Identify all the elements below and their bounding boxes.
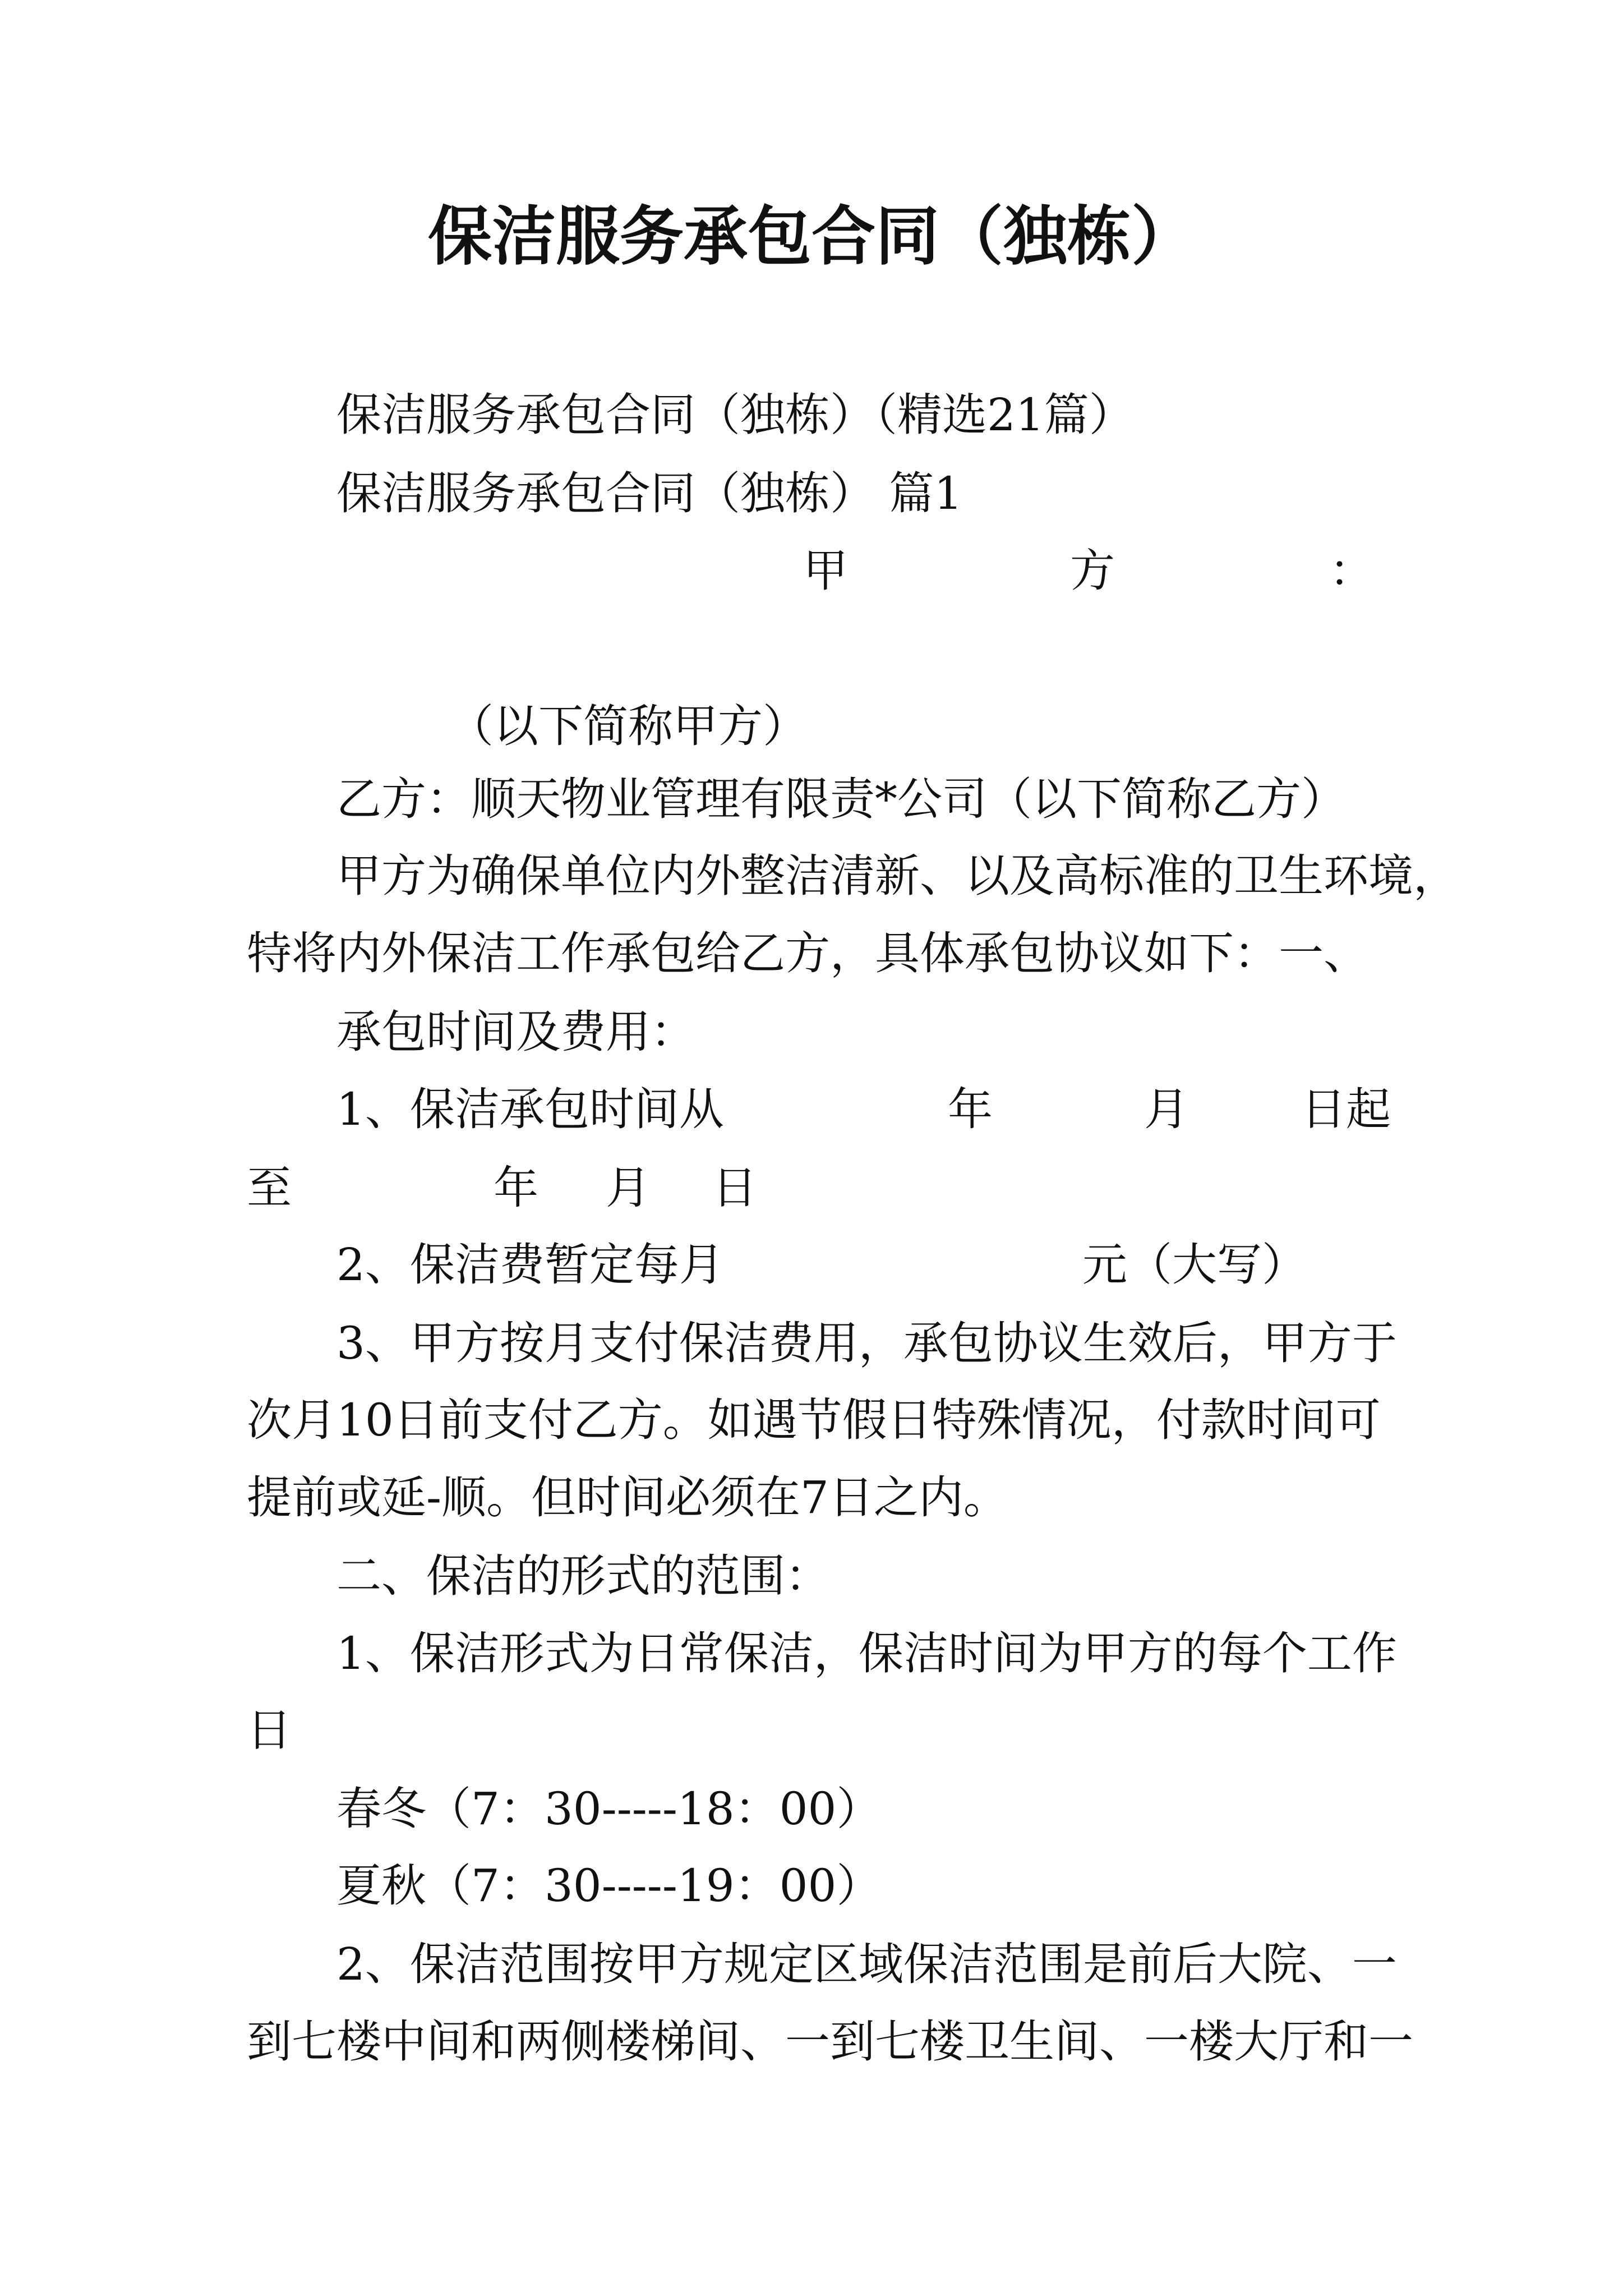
item-1-to-month: 月 [606,1162,651,1214]
subtitle: 保洁服务承包合同（独栋）（精选21篇） [336,389,1134,441]
section-1-title: 承包时间及费用： [336,1006,695,1058]
item-1-year: 年 [948,1083,993,1135]
s2-item-1-line-1: 1、保洁形式为日常保洁，保洁时间为甲方的每个工作 [336,1627,1397,1680]
section-heading: 保洁服务承包合同（独栋） 篇1 [336,467,963,519]
item-2-unit: 元（大写） [1082,1239,1307,1291]
party-a-note: （以下简称甲方） [449,700,808,752]
s2-item-2-line-1: 2、保洁范围按甲方规定区域保洁范围是前后大院、一 [336,1938,1397,1990]
item-3-line-1: 3、甲方按月支付保洁费用，承包协议生效后，甲方于 [336,1317,1397,1369]
intro-line-1: 甲方为确保单位内外整洁清新、以及高标准的卫生环境， [336,850,1458,902]
item-3-line-2: 次月10日前支付乙方。如遇节假日特殊情况，付款时间可 [247,1394,1381,1446]
party-b: 乙方：顺天物业管理有限责*公司（以下简称乙方） [336,773,1346,825]
document-title: 保洁服务承包合同（独栋） [427,199,1195,274]
party-a-label-char2: 方 [1070,545,1115,597]
item-1-to-year: 年 [494,1162,538,1214]
party-a-label-colon: ： [1329,545,1374,597]
section-2-title: 二、保洁的形式的范围： [336,1550,830,1602]
s2-item-2-line-2: 到七楼中间和两侧楼梯间、一到七楼卫生间、一楼大厅和一 [247,2016,1413,2068]
schedule-spring-winter: 春冬（7：30-----18：00） [336,1783,882,1835]
item-2-text: 2、保洁费暂定每月 [336,1239,724,1291]
item-1-text: 1、保洁承包时间从 [336,1083,724,1135]
party-a-label-char1: 甲 [803,545,848,597]
item-1-month: 月 [1144,1083,1189,1135]
s2-item-1-line-2: 日 [247,1704,292,1756]
item-3-line-3: 提前或延-顺。但时间必须在7日之内。 [247,1471,1008,1524]
item-1-day-from: 日起 [1301,1083,1391,1135]
item-1-to: 至 [247,1162,292,1214]
schedule-summer-autumn: 夏秋（7：30-----19：00） [336,1860,882,1912]
intro-line-2: 特将内外保洁工作承包给乙方，具体承包协议如下：一、 [247,927,1368,979]
item-1-to-day: 日 [712,1162,757,1214]
